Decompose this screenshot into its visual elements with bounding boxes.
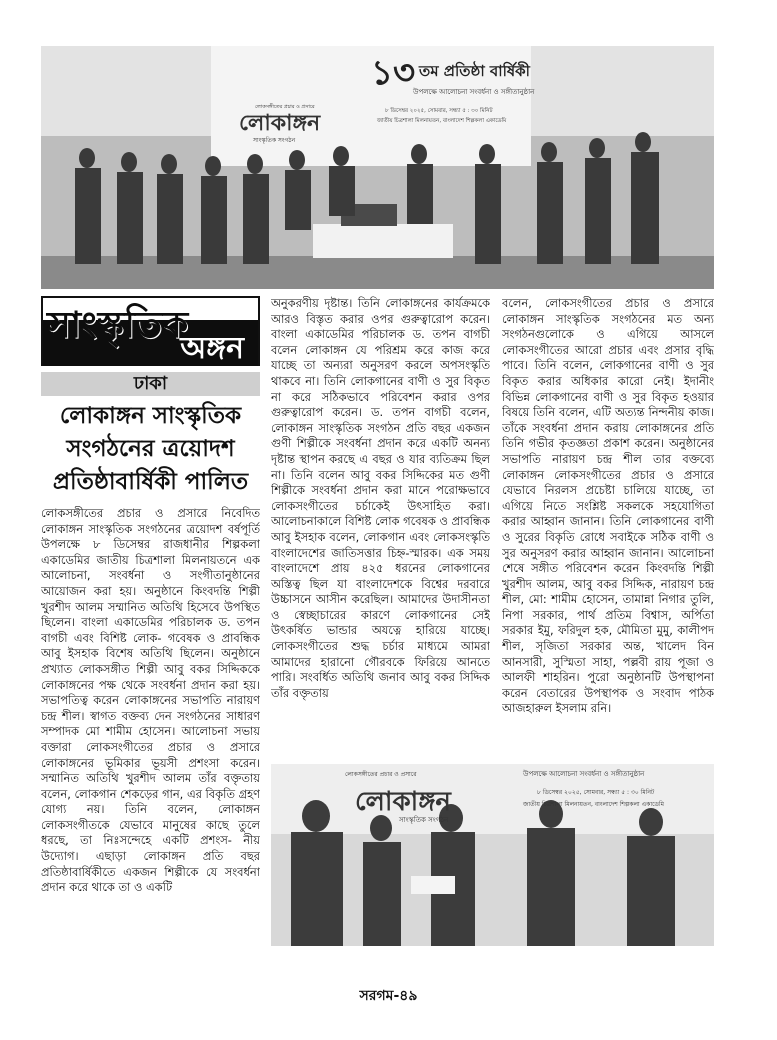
banner-anniversary-word: তম প্রতিষ্ঠা বার্ষিকী xyxy=(419,62,530,80)
banner-org-name: লোকাঙ্গন xyxy=(355,787,451,817)
banner-org-sub: সাংস্কৃতিক সংগঠন xyxy=(399,816,449,824)
banner-org-sub: সাংস্কৃতিক সংগঠন xyxy=(253,137,296,144)
stage-performance-image xyxy=(41,46,714,289)
section-logo xyxy=(41,296,260,366)
headline-line: লোকাঙ্গন সাংস্কৃতিক xyxy=(59,403,242,429)
banner-tagline: লোকসঙ্গীতের প্রচার ও প্রসারে xyxy=(345,771,417,778)
felicitation-image xyxy=(271,764,714,946)
section-logo-word2: অঙ্গন xyxy=(180,331,244,366)
banner-venue: জাতীয় চিত্রশালা মিলনায়তন, বাংলাদেশ শিল্পকলা একাডেমি xyxy=(377,118,507,124)
city-label: ঢাকা xyxy=(41,372,260,396)
article-column-2 xyxy=(271,296,490,754)
banner-date: ৮ ডিসেম্বর ২০২৫, সোমবার, সন্ধ্যা ৫ : ৩০ মিনিট xyxy=(537,789,655,796)
banner-tagline: লোকসঙ্গীতের প্রচার ও প্রসারে xyxy=(255,104,315,110)
headline xyxy=(41,400,260,499)
banner-subtitle: উপলক্ষে আলোচনা সংবর্ধনা ও সঙ্গীতানুষ্ঠান xyxy=(413,88,535,96)
page-footer: সরগম-৪৯ xyxy=(359,988,418,1004)
article-text: বলেন, লোকসংগীতের প্রচার ও প্রসারে লোকাঙ্গন সাংস্কৃতিক সংগঠনের মত অন্য সংগঠনগুলোকে ও এগিয়ে আসলে লোকসংগীতের আরো প্রচার এবং প্রসার বৃদ্ধি পাবে। তিনি বলেন, লোকগানের বাণী ও সুর বিকৃত করার অধিকার কারো নেই। ইদানীং বিভিন্ন লোকগানের বাণী ও সুর বিকৃত হওয়ার বিষয়ে তিনি বলেন, এটি অত্যন্ত নিন্দনীয় কাজ। তাঁকে সংবর্ধনা প্রদান করায় লোকাঙ্গনের প্রতি তিনি গভীর কৃতজ্ঞতা প্রকাশ করেন। অনুষ্ঠানের সভাপতি নারায়ণ চন্দ্র শীল তার বক্তব্যে লোকাঙ্গন লোকসংগীতের প্রচার ও প্রসারে যেভাবে নিরলস প্রচেষ্টা চালিয়ে যাচ্ছে, তা এগিয়ে নিতে সংশ্লিষ্ট সকলকে সহযোগিতা করার আহ্বান জানান। তিনি লোকগানের বাণী ও সুরের বিকৃতি রোধে সবাইকে সঠিক বাণী ও সুর অনুসরণ করার আহ্বান জানান। আলোচনা শেষে সঙ্গীত পরিবেশন করেন কিংবদন্তি শিল্পী খুরশীদ আলম, আবু বকর সিদ্দিক, নারায়ণ চন্দ্র শীল, মো: শামীম হোসেন, তামান্না নিগার তুলি, নিপা সরকার, পার্থ প্রতিম বিশ্বাস, অর্পিতা সরকার ইমু, ফরিদুল হক, মৌমিতা মুমু, কালীপদ শীল, সৃজিতা সরকার অন্ত, খালেদ বিন আনসারী, সুস্মিতা সাহা, পল্লবী রায় পূজা ও আলফী শাহরিন। পুরো অনুষ্ঠানটি উপস্থাপনা করেন বেতারের উপস্থাপক ও সংবাদ পাঠক আজহারুল ইসলাম রনি। xyxy=(502,296,714,716)
headline-line: সংগঠনের ত্রয়োদশ xyxy=(66,436,235,462)
banner-anniversary-number: ১৩ xyxy=(371,53,416,93)
banner-org-name: লোকাঙ্গন xyxy=(239,111,321,136)
headline-line: প্রতিষ্ঠাবার্ষিকী পালিত xyxy=(52,469,249,495)
top-photo xyxy=(41,46,714,289)
article-text: লোকসঙ্গীতের প্রচার ও প্রসারে নিবেদিত লোকাঙ্গন সাংস্কৃতিক সংগঠনের ত্রয়োদশ বর্ষপূর্তি উপলক্ষে ৮ ডিসেম্বর রাজধানীর শিল্পকলা একাডেমির জাতীয় চিত্রশালা মিলনায়তনে এক আলোচনা, সংবর্ধনা ও সংগীতানুষ্ঠানের আয়োজন করা হয়। অনুষ্ঠানে কিংবদন্তি শিল্পী খুরশীদ আলম সম্মানিত অতিথি হিসেবে উপস্থিত ছিলেন। বাংলা একাডেমির পরিচালক ড. তপন বাগচী এবং বিশিষ্ট লোক- গবেষক ও প্রাবন্ধিক আবু ইসহাক বিশেষ অতিথি ছিলেন। অনুষ্ঠানে প্রখ্যাত লোকসঙ্গীত শিল্পী আবু বকর সিদ্দিককে লোকাঙ্গনের পক্ষ থেকে সংবর্ধনা প্রদান করা হয়। সভাপতিত্ব করেন লোকাঙ্গনের সভাপতি নারায়ণ চন্দ্র শীল। স্বাগত বক্তব্য দেন সংগঠনের সাধারণ সম্পাদক মো শামীম হোসেন। আলোচনা সভায় বক্তারা লোকসংগীতের প্রচার ও প্রসারে লোকাঙ্গনের ভূমিকার ভূয়সী প্রশংসা করেন। সম্মানিত অতিথি খুরশীদ আলম তাঁর বক্তৃতায় বলেন, লোকগান শেকড়ের গান, এর বিকৃতি গ্রহণ যোগ্য নয়। তিনি বলেন, লোকাঙ্গন লোকসংগীতকে যেভাবে মানুষের কাছে তুলে ধরছে, তা নিঃসন্দেহে একটি প্রশংস- নীয় উদ্যোগ। এছাড়া লোকাঙ্গন প্রতি বছর প্রতিষ্ঠাবার্ষিকীতে একজন শিল্পীকে যে সংবর্ধনা প্রদান করে থাকে তা ও একটি xyxy=(41,506,260,895)
article-column-3 xyxy=(502,296,714,754)
article-column-1 xyxy=(41,506,260,946)
article-text: অনুকরণীয় দৃষ্টান্ত। তিনি লোকাঙ্গনের কার্যক্রমকে আরও বিস্তৃত করার ওপর গুরুত্বারোপ করেন। বাংলা একাডেমির পরিচালক ড. তপন বাগচী বলেন লোকাঙ্গন যে পরিশ্রম করে কাজ করে যাচ্ছে তা অন্যরা অনুসরণ করলে অপসংস্কৃতি থাকবে না। তিনি লোকগানের বাণী ও সুর বিকৃত না করে সঠিকভাবে পরিবেশন করার ওপর গুরুত্বারোপ করেন। ড. তপন বাগচী বলেন, লোকাঙ্গন সাংস্কৃতিক সংগঠন প্রতি বছর একজন গুণী শিল্পীকে সংবর্ধনা প্রদান করে একটি অনন্য দৃষ্টান্ত স্থাপন করছে এ বছর ও যার ব্যতিক্রম ছিল না। তিনি বলেন আবু বকর সিদ্দিকের মত গুণী শিল্পীকে সংবর্ধনা প্রদান করা মানে পরোক্ষভাবে লোকসংগীতের চর্চাকেই উৎসাহিত করা। আলোচনাকালে বিশিষ্ট লোক গবেষক ও প্রাবন্ধিক আবু ইসহাক বলেন, লোকগান এবং লোকসংস্কৃতি বাংলাদেশের জাতিসত্তার চিহ্ন-স্মারক। এক সময় বাংলাদেশে প্রায় ৪২৫ ধরনের লোকগানের অস্তিত্ব ছিল যা বাংলাদেশকে বিশ্বের দরবারে উচ্চাসনে আসীন করেছিল। আমাদের উদাসীনতা ও স্বেচ্ছাচারের কারণে লোকগানের সেই উৎকর্ষিত ভান্ডার অযত্নে হারিয়ে যাচ্ছে। লোকসংগীতের শুদ্ধ চর্চার মাধ্যমে আমরা আমাদের হারানো গৌরবকে ফিরিয়ে আনতে পারি। সংবর্ধিত অতিথি জনাব আবু বকর সিদ্দিক তাঁর বক্তৃতায় xyxy=(271,296,490,700)
banner-subtitle: উপলক্ষে আলোচনা সংবর্ধনা ও সঙ্গীতানুষ্ঠান xyxy=(523,770,645,778)
section-logo-word1: সাংস্কৃতিক xyxy=(47,305,190,346)
banner-date: ৮ ডিসেম্বর ২০২৫, সোমবার, সন্ধ্যা ৫ : ৩০ মিনিট xyxy=(385,108,493,114)
bottom-photo xyxy=(271,764,714,946)
banner-venue: জাতীয় চিত্রশালা মিলনায়তন, বাংলাদেশ শিল্পকলা একাডেমি xyxy=(523,801,664,808)
